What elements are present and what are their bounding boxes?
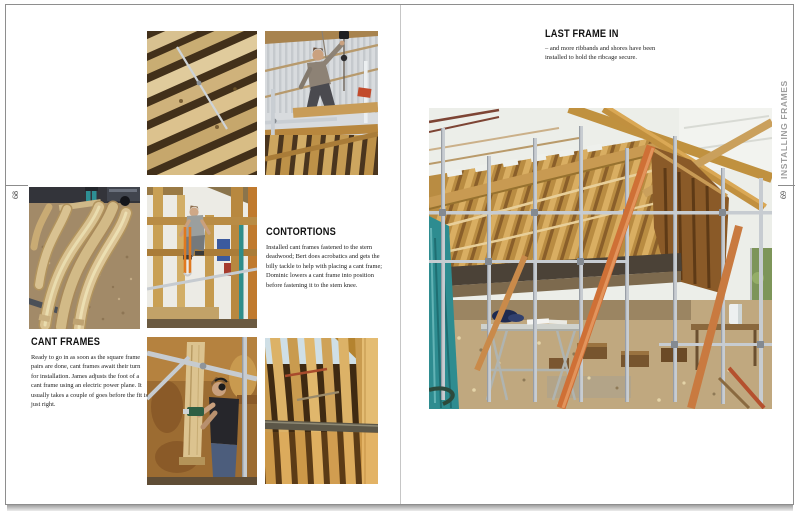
section-cant-frames	[31, 336, 151, 409]
cant-frames-heading: CANT FRAMES	[31, 336, 101, 348]
photo-frame-heads	[147, 31, 257, 175]
photo-cant-frames-ground	[29, 187, 140, 329]
section-last-frame-in	[545, 28, 685, 62]
edge-label-installing-frames: INSTALLING FRAMES	[779, 80, 789, 179]
page-number-left: 68	[11, 191, 20, 199]
lowering-frame-illustration	[147, 187, 257, 328]
page-edge-shadow	[7, 505, 793, 511]
photo-billy-tackle	[265, 31, 378, 175]
contortions-body: Installed cant frames fastened to the stern deadwood; Bert does acrobatics and gets the billy tackle to help with placing a cant frame; Dominic lowers a cant frame into position before fastening it to the stem knee.	[266, 244, 383, 289]
ribcage-interior-illustration	[265, 338, 378, 484]
photo-last-frame	[429, 108, 772, 409]
last-frame-illustration	[429, 108, 772, 409]
power-plane-illustration	[147, 337, 257, 485]
photo-ribcage-interior	[265, 338, 378, 484]
page-spine-divider	[400, 5, 401, 504]
contortions-heading: CONTORTIONS	[266, 226, 336, 238]
cant-frames-body: Ready to go in as soon as the square frame pairs are done, cant frames await their turn for installation. James adjusts the foot of a cant frame using an electric power plane. It usually takes a couple of goes before the fit is just right.	[31, 354, 148, 409]
section-contortions	[266, 226, 386, 290]
cant-frames-ground-illustration	[29, 187, 140, 329]
frame-heads-illustration	[147, 31, 257, 175]
last-frame-in-heading: LAST FRAME IN	[545, 28, 619, 40]
photo-power-plane	[147, 337, 257, 485]
folio-rule-left	[5, 185, 28, 186]
folio-rule-right	[778, 185, 795, 186]
photo-lowering-frame	[147, 187, 257, 328]
last-frame-in-body: – and more ribbands and shores have been installed to hold the ribcage secure.	[545, 45, 656, 61]
billy-tackle-illustration	[265, 31, 378, 175]
page-number-right: 69	[779, 191, 788, 199]
